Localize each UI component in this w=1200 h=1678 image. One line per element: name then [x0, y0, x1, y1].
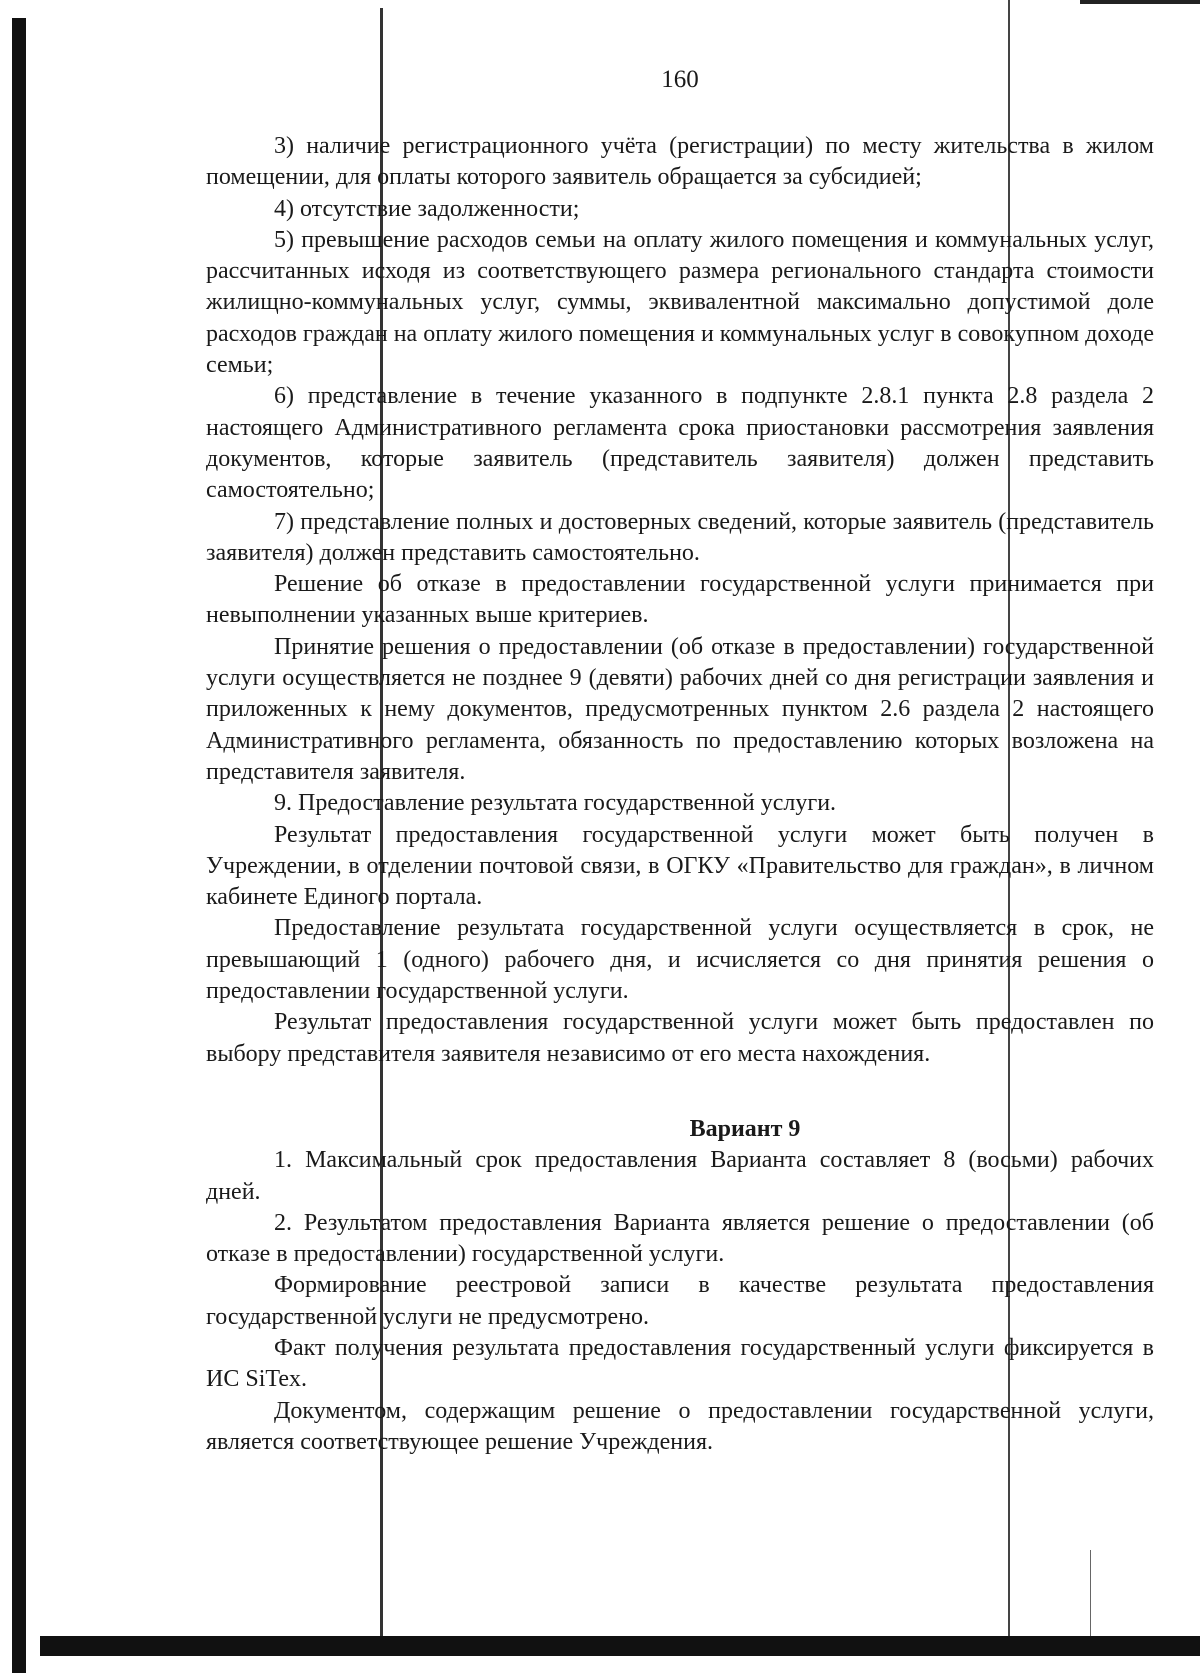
document-body	[206, 131, 1154, 1458]
paragraph: 6) представление в течение указанного в подпункте 2.8.1 пункта 2.8 раздела 2 настоящего Административного регламента срока приостановки рассмотрения заявления документов, которые заявитель (представитель заявителя) должен представить самостоятельно;	[206, 383, 1154, 504]
scan-edge-bottom	[40, 1636, 1200, 1656]
paragraph: 7) представление полных и достоверных сведений, которые заявитель (представитель заявителя) должен представить самостоятельно.	[206, 508, 1154, 566]
paragraph: 4) отсутствие задолженности;	[274, 195, 580, 222]
paragraph: 5) превышение расходов семьи на оплату жилого помещения и коммунальных услуг, рассчитанных исходя из соответствующего размера регионального стандарта стоимости жилищно-коммунальных услуг, суммы, эквивалентной максимально допустимой доле расходов граждан на оплату жилого помещения и коммунальных услуг в совокупном доходе семьи;	[206, 226, 1154, 379]
paragraph: Документом, содержащим решение о предоставлении государственной услуги, является соответствующее решение Учреждения.	[206, 1397, 1154, 1455]
page-number: 160	[661, 66, 699, 93]
paragraph: Предоставление результата государственной услуги осуществляется в срок, не превышающий 1 (одного) рабочего дня, и исчисляется со дня принятия решения о предоставлении государственной услуги.	[206, 915, 1154, 1005]
paragraph: 3) наличие регистрационного учёта (регистрации) по месту жительства в жилом помещении, для оплаты которого заявитель обращается за субсидией;	[206, 133, 1154, 191]
paragraph: Результат предоставления государственной услуги может быть предоставлен по выбору представителя заявителя независимо от его места нахождения.	[206, 1009, 1154, 1067]
paragraph: 9. Предоставление результата государственной услуги.	[274, 790, 837, 817]
paragraph: 1. Максимальный срок предоставления Варианта составляет 8 (восьми) рабочих дней.	[206, 1147, 1154, 1205]
scan-fold-line	[1090, 1550, 1091, 1636]
paragraph: Факт получения результата предоставления государственный услуги фиксируется в ИС SiTex.	[206, 1334, 1154, 1393]
paragraph: 2. Результатом предоставления Варианта является решение о предоставлении (об отказе в предоставлении) государственной услуги.	[206, 1209, 1154, 1268]
scan-edge-left	[12, 18, 26, 1673]
section-heading: Вариант 9	[689, 1115, 801, 1142]
paragraph: Формирование реестровой записи в качестве результата предоставления государственной услуги не предусмотрено.	[206, 1272, 1154, 1330]
paragraph: Результат предоставления государственной услуги может быть получен в Учреждении, в отделении почтовой связи, в ОГКУ «Правительство для граждан», в личном кабинете Единого портала.	[206, 821, 1154, 911]
paragraph: Принятие решения о предоставлении (об отказе в предоставлении) государственной услуги осуществляется не позднее 9 (девяти) рабочих дней со дня регистрации заявления и приложенных к нему документов, предусмотренных пунктом 2.6 раздела 2 настоящего Административного регламента, обязанность по предоставлению которых возложена на представителя заявителя.	[206, 633, 1154, 785]
scan-edge-top	[1080, 0, 1200, 4]
paragraph: Решение об отказе в предоставлении государственной услуги принимается при невыполнении указанных выше критериев.	[206, 571, 1154, 629]
